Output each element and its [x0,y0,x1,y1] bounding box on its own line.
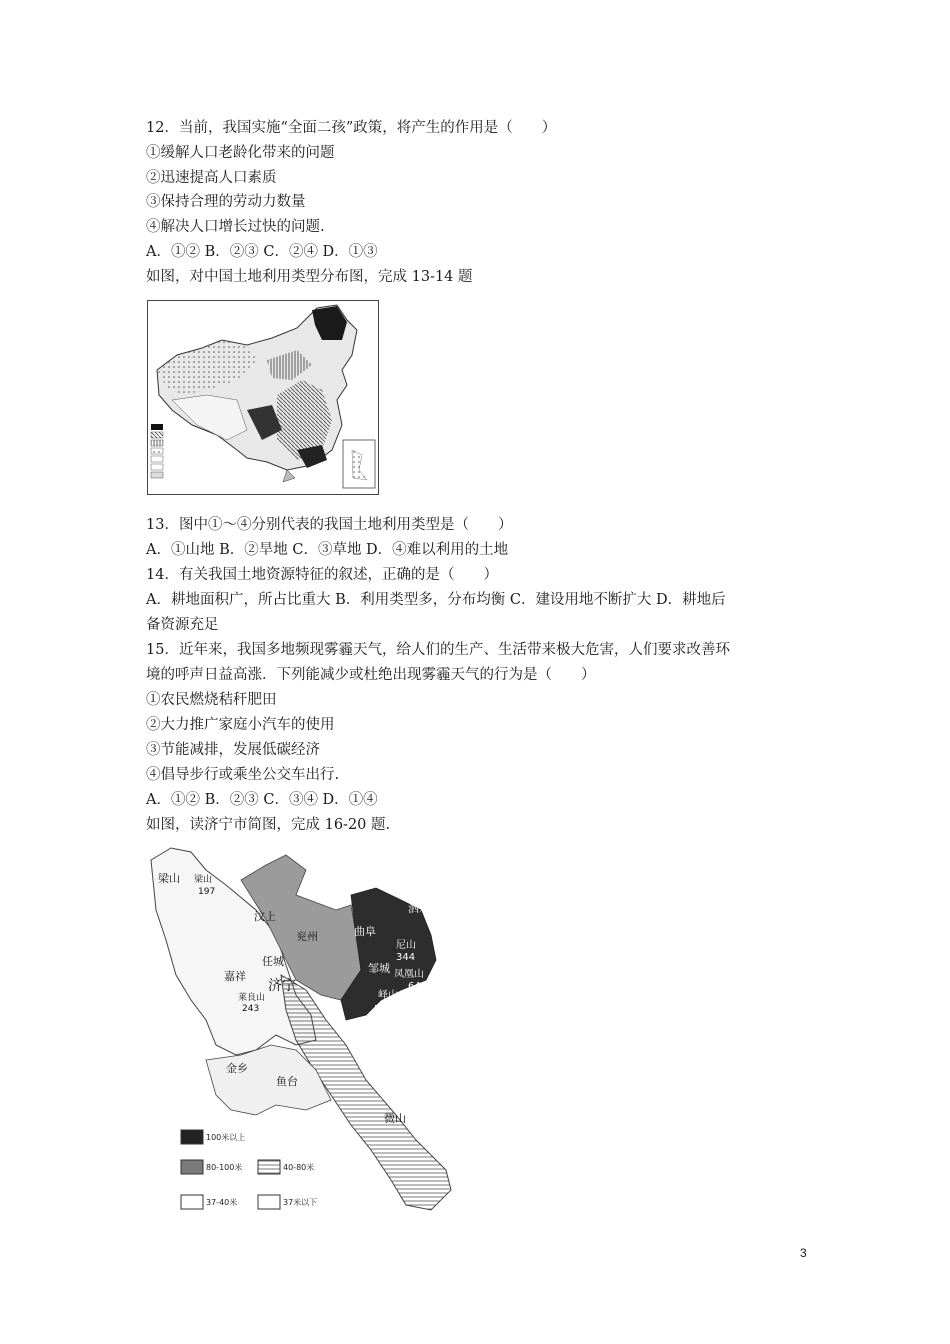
label-yishan: 峄山 [378,990,398,1001]
legend-swatch-100 [181,1130,203,1144]
q15-option-4: ④倡导步行或乘坐公交车出行. [146,767,340,783]
china-land-use-map [147,300,379,495]
q12-option-1: ①缓解人口老龄化带来的问题 [146,145,335,161]
intro-16-20: 如图，读济宁市简图，完成 16-20 题. [146,817,391,833]
legend-100: 100米以上 [206,1133,246,1142]
q14-stem: 14．有关我国土地资源特征的叙述，正确的是（ ） [146,567,498,583]
label-hill-jiaxiang-height: 243 [242,1004,260,1014]
q12-choices: A．①② B．②③ C．②④ D．①③ [146,244,378,260]
label-liangshan-peak: 梁山 [194,875,213,885]
label-liangshan: 梁山 [158,872,180,885]
label-jining: 济宁 [268,978,296,994]
jining-map [146,840,458,1224]
label-zoucheng: 邹城 [368,962,390,975]
q15-option-2: ②大力推广家庭小汽车的使用 [146,717,335,733]
legend-swatch-80-100 [181,1160,203,1174]
legend-swatch-1 [151,424,163,430]
legend-swatch-37 [258,1195,280,1209]
label-nishan-height: 344 [396,952,416,963]
label-yutai: 鱼台 [276,1075,298,1088]
label-nishan: 尼山 [396,940,416,951]
q14-choices-line2: 备资源充足 [146,617,219,633]
intro-13-14: 如图，对中国土地利用类型分布图，完成 13-14 题 [146,269,473,285]
label-yanzhou: 兖州 [296,930,318,943]
q15-option-3: ③节能减排，发展低碳经济 [146,742,320,758]
q15-stem-line1: 15．近年来，我国多地频现雾霾天气，给人们的生产、生活带来极大危害，人们要求改善环 [146,642,730,658]
q15-option-1: ①农民燃烧秸秆肥田 [146,692,277,708]
label-rencheng: 任城 [262,955,284,968]
label-weishan: 微山 [384,1112,406,1125]
label-jiaxiang: 嘉祥 [224,970,246,983]
label-yishan-height: 545 [374,1004,394,1015]
label-jinxiang: 金乡 [226,1062,248,1075]
label-liangshan-height: 197 [198,887,216,897]
q12-option-3: ③保持合理的劳动力数量 [146,194,306,210]
legend-40-80: 40-80米 [283,1163,315,1172]
q13-choices: A．①山地 B．②旱地 C．③草地 D．④难以利用的土地 [146,542,509,558]
legend-37: 37米以下 [283,1198,318,1207]
q15-stem-line2: 境的呼声日益高涨．下列能减少或杜绝出现雾霾天气的行为是（ ） [146,667,596,683]
legend-swatch-37-40 [181,1195,203,1209]
page-number: 3 [800,1246,807,1260]
q13-stem: 13．图中①～④分别代表的我国土地利用类型是（ ） [146,517,513,533]
legend-80-100: 80-100米 [206,1163,243,1172]
legend-37-40: 37-40米 [206,1198,238,1207]
label-sishui: 泗水 [408,902,430,915]
label-qufu: 曲阜 [354,925,376,938]
label-fenghuangshan-height: 648 [408,981,428,992]
label-fenghuangshan: 凤凰山 [394,969,424,980]
q12-option-4: ④解决人口增长过快的问题. [146,219,325,235]
legend-swatch-40-80 [258,1160,280,1174]
q14-choices-line1: A．耕地面积广，所占比重大 B．利用类型多，分布均衡 C．建设用地不断扩大 D．耕地后 [146,592,726,608]
q12-stem: 12．当前，我国实施“全面二孩”政策，将产生的作用是（ ） [146,120,557,136]
label-hill-jiaxiang: 莱良山 [238,993,266,1003]
q15-choices: A．①② B．②③ C．③④ D．①④ [146,792,378,808]
q12-option-2: ②迅速提高人口素质 [146,170,277,186]
label-wenshang: 汶上 [254,910,276,923]
